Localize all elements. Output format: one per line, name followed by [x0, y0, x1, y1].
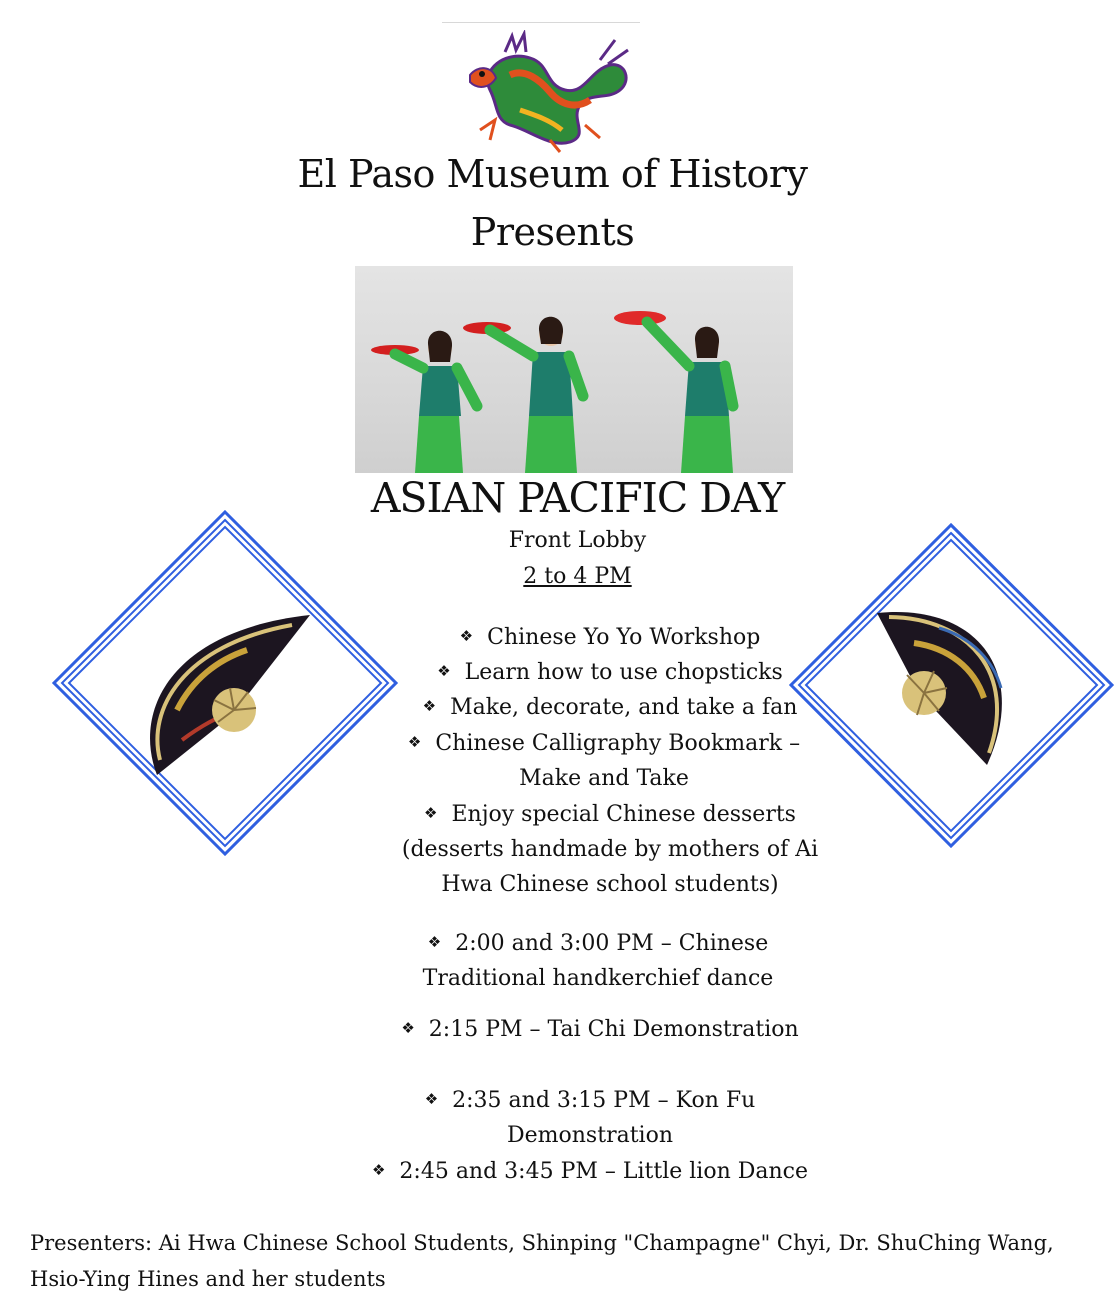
top-divider [442, 22, 640, 23]
activity-item: ❖ Chinese Yo Yo Workshop [459, 625, 761, 650]
schedule-item: ❖ 2:35 and 3:15 PM – Kon Fu Demonstration [424, 1088, 756, 1148]
fan-frame-right [789, 523, 1114, 848]
event-location: Front Lobby [508, 528, 647, 553]
event-time: 2 to 4 PM [523, 564, 632, 589]
activity-item: ❖ Make, decorate, and take a fan [422, 695, 798, 720]
dancers-photo [355, 266, 793, 473]
schedule-item: ❖ 2:45 and 3:45 PM – Little lion Dance [371, 1159, 809, 1184]
diamond-bullet-icon: ❖ [407, 733, 422, 751]
presenters-note: Presenters: Ai Hwa Chinese School Students, Shinping "Champagne" Chyi, Dr. ShuChing Wang, Hsio-Ying Hines and her students [30, 1231, 1054, 1291]
schedule-item: ❖ 2:00 and 3:00 PM – Chinese Traditional handkerchief dance [422, 931, 774, 991]
diamond-bullet-icon: ❖ [427, 933, 442, 951]
dragon-icon [450, 30, 635, 155]
diamond-bullet-icon: ❖ [401, 1019, 415, 1037]
museum-title: El Paso Museum of History [297, 152, 808, 196]
activity-item: ❖ Enjoy special Chinese desserts (desserts handmade by mothers of Ai Hwa Chinese school students) [401, 802, 819, 897]
diamond-bullet-icon: ❖ [424, 804, 438, 822]
diamond-bullet-icon: ❖ [424, 1090, 439, 1108]
diamond-bullet-icon: ❖ [459, 627, 474, 645]
diamond-bullet-icon: ❖ [437, 662, 451, 680]
presents-subtitle: Presents [470, 210, 635, 254]
activity-item: ❖ Chinese Calligraphy Bookmark – Make and Take [407, 731, 801, 791]
diamond-bullet-icon: ❖ [371, 1161, 386, 1179]
activity-item: ❖ Learn how to use chopsticks [437, 660, 783, 685]
event-title: ASIAN PACIFIC DAY [370, 474, 785, 522]
schedule-item: ❖ 2:15 PM – Tai Chi Demonstration [401, 1017, 799, 1042]
diamond-bullet-icon: ❖ [422, 697, 437, 715]
fan-frame-left [52, 510, 398, 856]
